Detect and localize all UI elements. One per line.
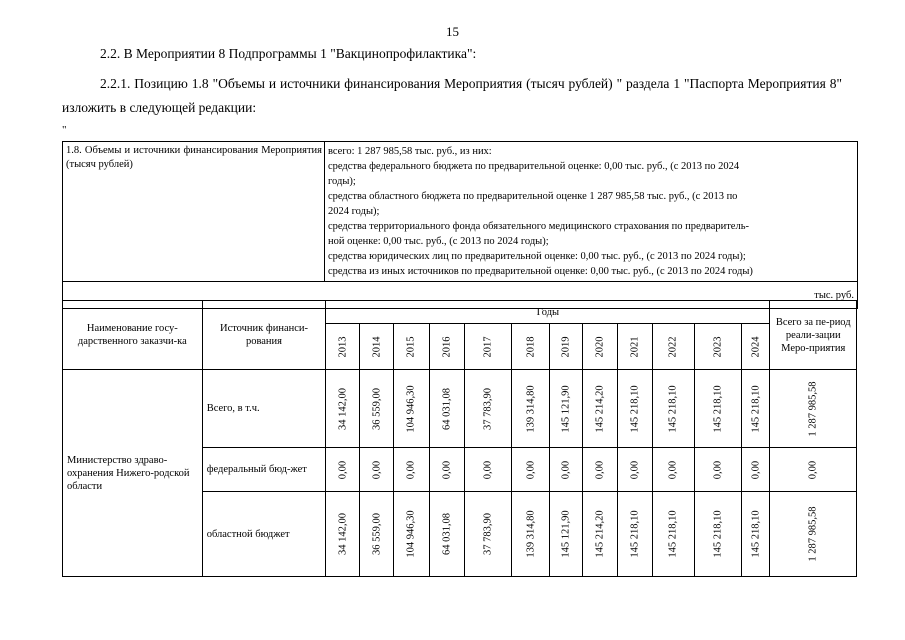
- header-source: Источник финанси-рования: [202, 301, 326, 370]
- value-cell-text: 0,00: [629, 460, 641, 479]
- value-cell-text: 139 314,80: [525, 384, 537, 433]
- value-cell-text: 37 783,90: [482, 387, 494, 430]
- finance-table: [62, 300, 857, 577]
- value-cell: [652, 370, 694, 448]
- year-header-text: 2016: [441, 336, 453, 357]
- passport-line: средства областного бюджета по предварительной оценке 1 287 985,58 тыс. руб., (с 2013 по: [328, 191, 738, 202]
- passport-table: [62, 141, 858, 309]
- value-cell-text: 145 218,10: [667, 384, 679, 433]
- total-cell-text: 0,00: [807, 460, 819, 479]
- value-cell: [617, 370, 652, 448]
- value-cell: [393, 448, 429, 492]
- value-cell: [742, 370, 770, 448]
- total-cell: [770, 448, 857, 492]
- value-cell: [512, 370, 550, 448]
- value-cell: [652, 492, 694, 577]
- value-cell-text: 104 946,30: [405, 510, 417, 558]
- value-cell: [429, 448, 464, 492]
- value-cell-text: 34 142,00: [337, 387, 349, 430]
- value-cell: [742, 448, 770, 492]
- total-cell: [770, 492, 857, 577]
- opening-quote: ": [62, 124, 67, 136]
- value-cell-text: 145 218,10: [629, 510, 641, 558]
- year-header-text: 2024: [750, 336, 762, 357]
- passport-line: средства юридических лиц по предварительной оценке: 0,00 тыс. руб., (с 2013 по 2024 годы);: [328, 251, 746, 262]
- instruction-paragraph: 2.2.1. Позицию 1.8 "Объемы и источники финансирования Мероприятия (тысяч рублей) " раздела 1 "Паспорта Мероприятия 8" изложить в следующей редакции:: [62, 76, 842, 115]
- value-cell: [512, 492, 550, 577]
- year-header-text: 2018: [525, 336, 537, 357]
- year-header-text: 2023: [712, 336, 724, 357]
- year-header: [617, 324, 652, 370]
- value-cell: [326, 492, 360, 577]
- year-header-text: 2019: [560, 336, 572, 357]
- year-header: [360, 324, 393, 370]
- passport-line: средства федерального бюджета по предварительной оценке: 0,00 тыс. руб., (с 2013 по 2024: [328, 161, 740, 172]
- value-cell: [582, 370, 617, 448]
- source-cell: областной бюджет: [202, 492, 326, 577]
- value-cell-text: 145 218,10: [750, 510, 762, 558]
- total-cell: [770, 370, 857, 448]
- header-years: Годы: [326, 301, 770, 324]
- passport-line: годы);: [328, 176, 356, 187]
- value-cell-text: 145 218,10: [750, 384, 762, 433]
- value-cell-text: 145 121,90: [560, 510, 572, 558]
- value-cell: [464, 370, 511, 448]
- header-customer: Наименование госу-дарственного заказчи-ка: [63, 301, 203, 370]
- total-cell-text: 1 287 985,58: [807, 506, 819, 562]
- year-header-text: 2014: [371, 336, 383, 357]
- value-cell: [512, 448, 550, 492]
- value-cell-text: 145 214,20: [594, 384, 606, 433]
- passport-line: средства из иных источников по предварительной оценке: 0,00 тыс. руб., (с 2013 по 2024 годы): [328, 266, 753, 277]
- value-cell-text: 64 031,08: [441, 513, 453, 555]
- value-cell: [464, 448, 511, 492]
- passport-value: [325, 142, 858, 282]
- value-cell: [429, 370, 464, 448]
- value-cell-text: 104 946,30: [405, 384, 417, 433]
- value-cell-text: 37 783,90: [482, 513, 494, 555]
- value-cell: [582, 448, 617, 492]
- year-header: [550, 324, 582, 370]
- value-cell-text: 145 218,10: [629, 384, 641, 433]
- year-header-text: 2015: [405, 336, 417, 357]
- value-cell-text: 145 218,10: [712, 384, 724, 433]
- value-cell: [393, 492, 429, 577]
- value-cell: [360, 370, 393, 448]
- value-cell-text: 145 214,20: [594, 510, 606, 558]
- value-cell: [550, 370, 582, 448]
- value-cell: [550, 492, 582, 577]
- year-header: [695, 324, 742, 370]
- year-header: [393, 324, 429, 370]
- value-cell: [582, 492, 617, 577]
- year-header: [582, 324, 617, 370]
- value-cell-text: 0,00: [560, 460, 572, 479]
- page-number: 15: [446, 24, 459, 39]
- value-cell: [617, 448, 652, 492]
- value-cell: [429, 492, 464, 577]
- customer-cell: Министерство здраво-охранения Нижего-родской области: [63, 370, 203, 577]
- value-cell-text: 0,00: [482, 460, 494, 479]
- value-cell: [742, 492, 770, 577]
- value-cell: [550, 448, 582, 492]
- year-header: [326, 324, 360, 370]
- header-total: Всего за пе-риод реали-зации Меро-приятия: [770, 301, 857, 370]
- value-cell: [695, 492, 742, 577]
- year-header-text: 2021: [629, 336, 641, 357]
- year-header: [429, 324, 464, 370]
- value-cell: [695, 370, 742, 448]
- value-cell: [326, 448, 360, 492]
- value-cell-text: 145 218,10: [667, 510, 679, 558]
- total-cell-text: 1 287 985,58: [807, 380, 819, 437]
- value-cell-text: 36 559,00: [371, 513, 383, 555]
- value-cell-text: 139 314,80: [525, 510, 537, 558]
- passport-line: всего: 1 287 985,58 тыс. руб., из них:: [328, 146, 492, 157]
- year-header: [512, 324, 550, 370]
- value-cell-text: 145 218,10: [712, 510, 724, 558]
- passport-line: 2024 годы);: [328, 206, 380, 217]
- year-header-text: 2020: [594, 336, 606, 357]
- value-cell: [695, 448, 742, 492]
- value-cell-text: 0,00: [667, 460, 679, 479]
- value-cell-text: 145 121,90: [560, 384, 572, 433]
- year-header: [464, 324, 511, 370]
- year-header-text: 2013: [337, 336, 349, 357]
- value-cell-text: 0,00: [750, 460, 762, 479]
- value-cell-text: 0,00: [441, 460, 453, 479]
- year-header-text: 2017: [482, 336, 494, 357]
- source-cell: Всего, в т.ч.: [202, 370, 326, 448]
- value-cell-text: 0,00: [371, 460, 383, 479]
- unit-label: тыс. руб.: [63, 282, 858, 309]
- passport-line: ной оценке: 0,00 тыс. руб., (с 2013 по 2024 годы);: [328, 236, 549, 247]
- value-cell-text: 0,00: [712, 460, 724, 479]
- year-header-text: 2022: [667, 336, 679, 357]
- value-cell: [617, 492, 652, 577]
- value-cell: [652, 448, 694, 492]
- value-cell: [360, 492, 393, 577]
- source-cell: федеральный бюд-жет: [202, 448, 326, 492]
- value-cell-text: 34 142,00: [337, 513, 349, 555]
- value-cell-text: 0,00: [405, 460, 417, 479]
- value-cell-text: 0,00: [525, 460, 537, 479]
- value-cell-text: 36 559,00: [371, 387, 383, 430]
- value-cell-text: 0,00: [337, 460, 349, 479]
- value-cell: [326, 370, 360, 448]
- year-header: [652, 324, 694, 370]
- value-cell: [393, 370, 429, 448]
- value-cell: [464, 492, 511, 577]
- year-header: [742, 324, 770, 370]
- value-cell: [360, 448, 393, 492]
- passport-line: средства территориального фонда обязательного медицинского страхования по предваритель-: [328, 221, 749, 232]
- passport-label: 1.8. Объемы и источники финансирования Мероприятия (тысяч рублей): [63, 142, 325, 282]
- section-heading: 2.2. В Мероприятии 8 Подпрограммы 1 "Вакцинопрофилактика":: [100, 46, 477, 61]
- value-cell-text: 0,00: [594, 460, 606, 479]
- value-cell-text: 64 031,08: [441, 387, 453, 430]
